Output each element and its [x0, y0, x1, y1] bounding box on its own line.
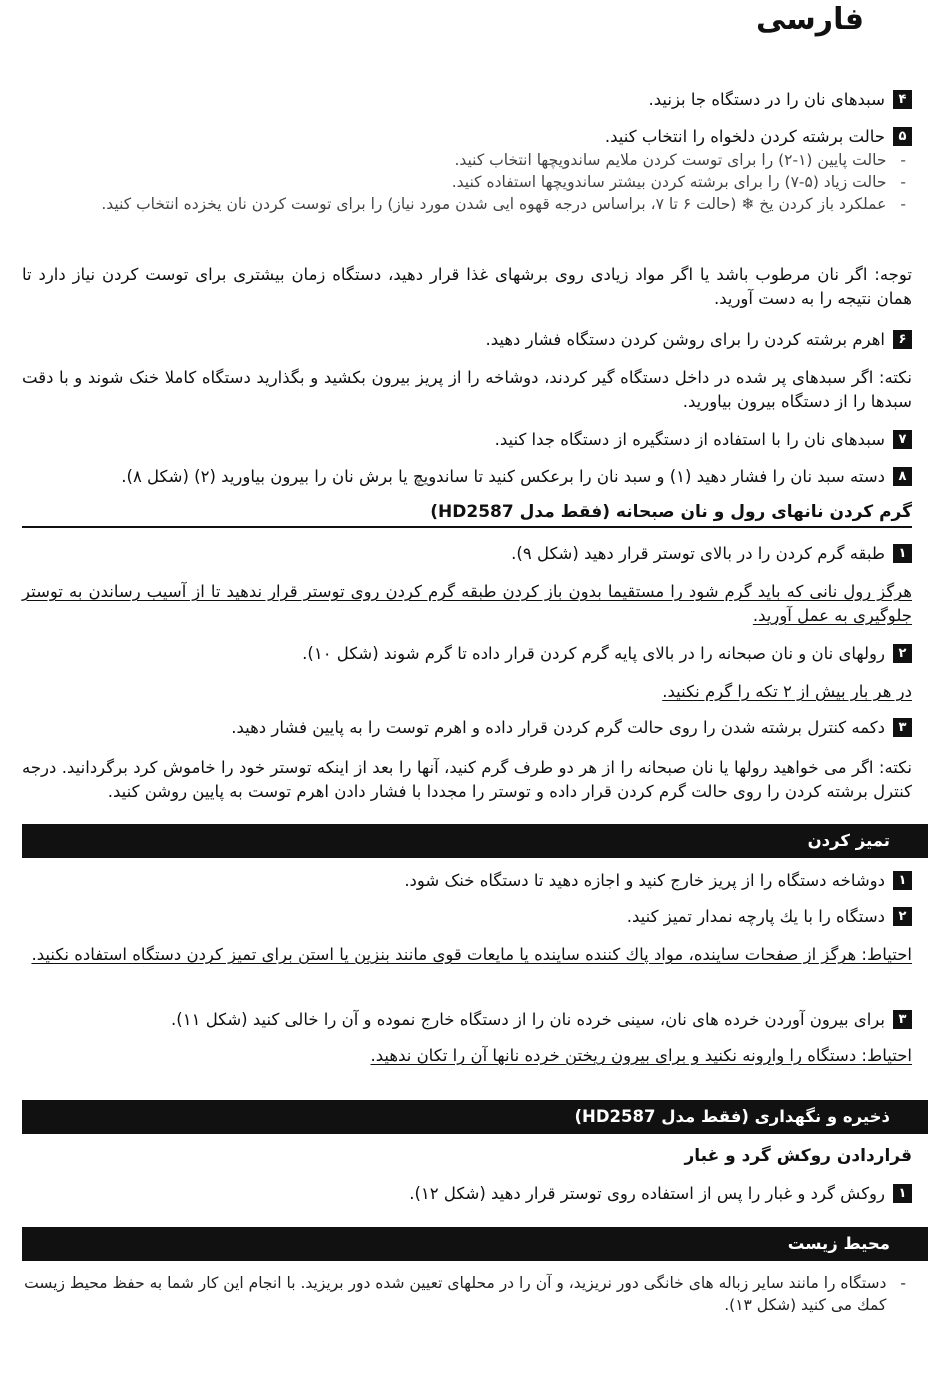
warm-caution-1: هرگز رول نانی که باید گرم شود را مستقیما بدون باز کردن طبقه گرم کردن روی توستر قرار ندهید تا از آسیب رساندن به توستر جلوگیری به عمل آورید.	[22, 582, 912, 625]
step-number: ۱	[893, 871, 912, 890]
step-number: ۷	[893, 430, 912, 449]
bullet-item: - حالت پایین (۱-۲) را برای توست کردن ملایم ساندویچها انتخاب کنید.	[454, 151, 906, 169]
step-text: دکمه کنترل برشته شدن را روی حالت گرم کردن قرار داده و اهرم توست را به پایین فشار دهید.	[231, 718, 885, 737]
step-text: اهرم برشته کردن را برای روشن کردن دستگاه فشار دهید.	[485, 330, 885, 349]
step-number: ۲	[893, 907, 912, 926]
step-number: ۱	[893, 544, 912, 563]
clean-step-1	[22, 869, 912, 893]
step-8	[22, 465, 912, 489]
note-stuck-baskets: نکته: اگر سبدهای پر شده در داخل دستگاه گیر کردند، دوشاخه را از پریز بیرون بکشید و بگذارید دستگاه کاملا خنک شوند و با دقت سبدها را از دستگاه بیرون بیاورید.	[22, 368, 912, 411]
warming-heading: گرم کردن نانهای رول و نان صبحانه (فقط مدل HD2587)	[22, 500, 912, 528]
step-number: ۳	[893, 718, 912, 737]
warm-step-2	[22, 642, 912, 666]
dust-cover-subheading: قراردادن روکش گرد و غبار	[684, 1146, 912, 1166]
warm-note: نکته: اگر می خواهید رولها یا نان صبحانه را از هر دو طرف گرم کنید، آنها را بعد از اینکه توستر خود را خاموش کرد برگردانید. درجه کنترل برشته کردن را روی حالت گرم کردن قرار داده و توستر را مجددا با فشار دادن اهرم توست به پایین روشن کنید.	[22, 758, 912, 801]
bullet-item: - حالت زیاد (۵-۷) را برای برشته کردن بیشتر ساندویچها استفاده کنید.	[451, 173, 906, 191]
step-text: طبقه گرم کردن را در بالای توستر قرار دهید (شکل ۹).	[511, 544, 885, 563]
language-title: فارسی	[755, 2, 864, 37]
step-text: برای بیرون آوردن خرده های نان، سینی خرده نان را از دستگاه خارج نموده و آن را خالی کنید (شکل ۱۱).	[171, 1010, 885, 1029]
step-text: رولهای نان و نان صبحانه را در بالای پایه گرم کردن قرار داده تا گرم شوند (شکل ۱۰).	[302, 644, 885, 663]
note-moist-bread: توجه: اگر نان مرطوب باشد یا اگر مواد زیادی روی برشهای غذا قرار دهید، دستگاه زمان بیشتری برای توست کردن نیاز دارد تا همان نتیجه را به دست آورید.	[22, 265, 912, 308]
step-4	[22, 88, 912, 112]
bullet-item: - عملکرد باز کردن یخ ❄ (حالت ۶ تا ۷، براساس درجه قهوه ایی شدن مورد نیاز) را برای توست کردن نان یخزده انتخاب کنید.	[101, 195, 906, 213]
step-number: ۵	[893, 127, 912, 146]
step-text: دسته سبد نان را فشار دهید (۱) و سبد نان را برعکس کنید تا ساندویچ یا برش نان را بیرون بیاورید (۲) (شکل ۸).	[121, 467, 885, 486]
clean-caution-2: احتیاط: دستگاه را وارونه نکنید و برای بیرون ریختن خرده نانها آن را تکان ندهید.	[370, 1046, 912, 1065]
clean-step-2	[22, 905, 912, 929]
clean-caution-1: احتیاط: هرگز از صفحات ساینده، مواد پاك کننده ساینده یا مایعات قوی مانند بنزین یا استن برای تمیز کردن دستگاه استفاده نکنید.	[31, 945, 912, 964]
step-number: ۲	[893, 644, 912, 663]
step-number: ۳	[893, 1010, 912, 1029]
step-number: ۴	[893, 90, 912, 109]
step-text: حالت برشته کردن دلخواه را انتخاب کنید.	[604, 127, 885, 146]
step-text: روکش گرد و غبار را پس از استفاده روی توستر قرار دهید (شکل ۱۲).	[409, 1184, 885, 1203]
step-7	[22, 428, 912, 452]
storage-heading: ذخیره و نگهداری (فقط مدل HD2587)	[22, 1100, 928, 1134]
warm-step-3	[22, 716, 912, 740]
step-number: ۶	[893, 330, 912, 349]
step-5	[22, 125, 912, 215]
step-text: سبدهای نان را با استفاده از دستگیره از دستگاه جدا کنید.	[494, 430, 885, 449]
warm-caution-2: در هر بار بیش از ۲ تکه را گرم نکنید.	[662, 682, 912, 701]
step-number: ۱	[893, 1184, 912, 1203]
step-text: سبدهای نان را در دستگاه جا بزنید.	[648, 90, 885, 109]
step-text: دستگاه را با یك پارچه نمدار تمیز کنید.	[626, 907, 885, 926]
step-6	[22, 328, 912, 352]
step-number: ۸	[893, 467, 912, 486]
clean-step-3	[22, 1008, 912, 1032]
storage-step-1	[22, 1182, 912, 1206]
warm-step-1	[22, 542, 912, 566]
environment-heading: محیط زیست	[22, 1227, 928, 1261]
environment-bullet: - دستگاه را مانند سایر زباله های خانگی دور نریزید، و آن را در محلهای تعیین شده دور بریزید. با انجام این کار شما به حفظ محیط زیست کمك می کنید (شکل ۱۳).	[24, 1274, 906, 1314]
cleaning-heading: تمیز کردن	[22, 824, 928, 858]
step-text: دوشاخه دستگاه را از پریز خارج کنید و اجازه دهید تا دستگاه خنک شود.	[404, 871, 885, 890]
